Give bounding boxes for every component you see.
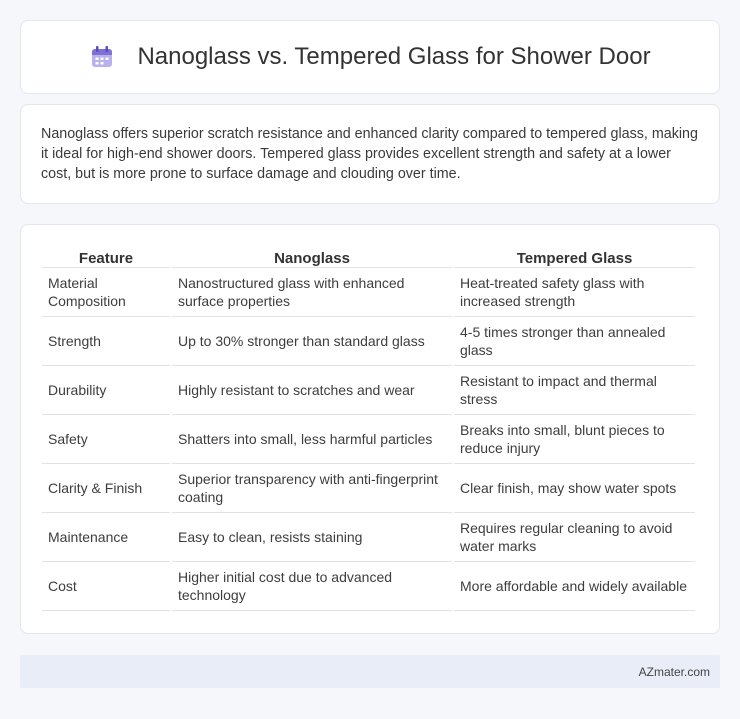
summary-text: Nanoglass offers superior scratch resistance and enhanced clarity compared to tempered glass, making it ideal for high-end shower doors. Tempered glass provides excellent strength and safety at a lower cost, but is more prone to surface damage and clouding over time. [41,126,698,182]
tempered-glass-cell: Resistant to impact and thermal stress [454,366,695,415]
comparison-table-card [20,224,720,634]
comparison-table [40,245,697,611]
nanoglass-cell: Nanostructured glass with enhanced surface properties [172,268,452,317]
feature-cell: Strength [42,317,170,366]
header-tempered-glass: Tempered Glass [454,245,695,268]
nanoglass-cell: Superior transparency with anti-fingerprint coating [172,464,452,513]
tempered-glass-cell: Requires regular cleaning to avoid water marks [454,513,695,562]
calendar-icon [89,44,115,70]
nanoglass-cell: Higher initial cost due to advanced technology [172,562,452,611]
feature-cell: Durability [42,366,170,415]
nanoglass-cell: Easy to clean, resists staining [172,513,452,562]
table-row [42,513,695,562]
page-title: Nanoglass vs. Tempered Glass for Shower Door [137,43,651,70]
header-nanoglass: Nanoglass [172,245,452,268]
feature-cell: Material Composition [42,268,170,317]
feature-cell: Clarity & Finish [42,464,170,513]
tempered-glass-cell: Heat-treated safety glass with increased strength [454,268,695,317]
table-row [42,317,695,366]
feature-cell: Maintenance [42,513,170,562]
tempered-glass-cell: 4-5 times stronger than annealed glass [454,317,695,366]
table-row [42,366,695,415]
feature-cell: Safety [42,415,170,464]
nanoglass-cell: Highly resistant to scratches and wear [172,366,452,415]
footer-brand[interactable]: AZmater.com [638,664,710,679]
title-card [20,20,720,94]
header-feature: Feature [42,245,170,268]
tempered-glass-cell: Breaks into small, blunt pieces to reduce injury [454,415,695,464]
tempered-glass-cell: More affordable and widely available [454,562,695,611]
table-header-row [42,245,695,268]
table-row [42,464,695,513]
tempered-glass-cell: Clear finish, may show water spots [454,464,695,513]
summary-card [20,104,720,204]
table-row [42,562,695,611]
table-row [42,415,695,464]
table-row [42,268,695,317]
feature-cell: Cost [42,562,170,611]
nanoglass-cell: Shatters into small, less harmful particles [172,415,452,464]
footer-bar [20,655,720,688]
nanoglass-cell: Up to 30% stronger than standard glass [172,317,452,366]
